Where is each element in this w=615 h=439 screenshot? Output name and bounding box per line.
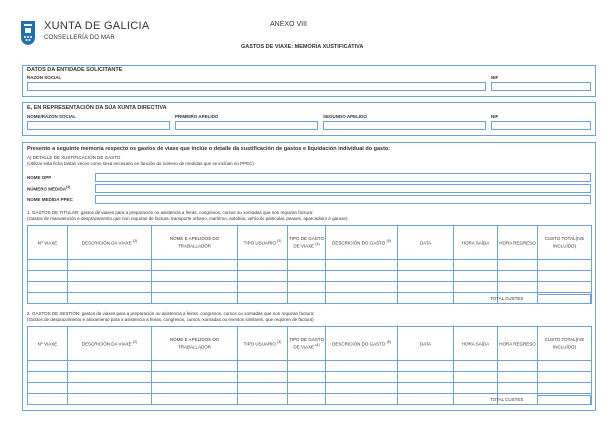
section2-subtitle: (Gastos de desprazamento e aloxamento para a asistencia a feiras, congresos, cursos, xornadas ou eventos similares, que requiren de factura) — [27, 317, 314, 322]
column-header: TIPO USUARIO $^{(3)}$ — [238, 226, 288, 260]
column-header: DESCRICIÓN DA VIAXE $^{(2)}$ — [68, 327, 152, 361]
table-cell[interactable] — [326, 361, 398, 372]
table-cell[interactable] — [498, 282, 538, 293]
column-header: DATA — [398, 226, 454, 260]
form-header — [0, 0, 615, 60]
measure-number-label: NÚMERO MEDIDA$^{(1)}$ — [27, 185, 71, 192]
rep-nif-field[interactable] — [491, 121, 591, 130]
column-header: CUSTO TOTAL(IVE INCLUÍDO) — [538, 226, 592, 260]
column-header: HORA SAÍDA — [454, 226, 498, 260]
table-header-row — [28, 327, 592, 361]
applicant-section-title: DATOS DA ENTIDADE SOLICITANTE — [27, 67, 123, 73]
table-cell[interactable] — [398, 361, 454, 372]
table-cell[interactable] — [152, 361, 238, 372]
table-cell[interactable] — [498, 271, 538, 282]
company-name-field[interactable] — [27, 82, 486, 91]
table-cell[interactable] — [238, 271, 288, 282]
table-cell[interactable] — [288, 293, 326, 304]
rep-name-field[interactable] — [27, 121, 170, 130]
section2-total-label: TOTAL CUSTES — [490, 397, 524, 402]
company-name-label: RAZÓN SOCIAL — [27, 75, 62, 80]
rep-surname1-label: PRIMEIRO APELIDO — [175, 114, 219, 119]
table-cell[interactable] — [398, 260, 454, 271]
table-cell[interactable] — [28, 271, 68, 282]
column-header: Nº VIAXE — [28, 226, 68, 260]
opp-name-field[interactable] — [95, 173, 591, 182]
table-cell[interactable] — [538, 260, 592, 271]
xunta-shield-logo — [20, 20, 36, 46]
table-cell[interactable] — [454, 361, 498, 372]
column-header: CUSTO TOTAL(IVE INCLUÍDO) — [538, 327, 592, 361]
table-cell[interactable] — [538, 271, 592, 282]
column-header: DESCRICIÓN DO GASTO $^{(5)}$ — [326, 226, 398, 260]
department-name: CONSELLERÍA DO MAR — [44, 35, 115, 41]
table-cell[interactable] — [152, 394, 238, 405]
table-cell[interactable] — [498, 372, 538, 383]
detail-title: A) DETALLE DE XUSTIFICACIÓN DE GASTO — [27, 155, 121, 160]
table-cell[interactable] — [498, 260, 538, 271]
table-cell[interactable] — [152, 260, 238, 271]
rep-name-label: NOME/RAZÓN SOCIAL — [27, 114, 76, 119]
org-name: XUNTA DE GALICIA — [44, 20, 150, 32]
table-cell[interactable] — [288, 372, 326, 383]
table-cell[interactable] — [498, 383, 538, 394]
table-cell[interactable] — [238, 260, 288, 271]
table-cell[interactable] — [326, 372, 398, 383]
table-row[interactable] — [28, 361, 592, 372]
section1-total-label: TOTAL CUSTES — [490, 296, 524, 301]
table-cell[interactable] — [538, 361, 592, 372]
column-header: TIPO DE GASTO DE VIAXE $^{(4)}$ — [288, 327, 326, 361]
table-cell[interactable] — [498, 361, 538, 372]
table-cell[interactable] — [238, 282, 288, 293]
column-header: NOME E APELIDOS DO TRABALLADOR — [152, 327, 238, 361]
table-cell[interactable] — [454, 271, 498, 282]
rep-surname1-field[interactable] — [175, 121, 318, 130]
rep-surname2-label: SEGUNDO APELIDO — [323, 114, 367, 119]
annex-number: ANEXO VIII — [270, 21, 307, 28]
table-cell[interactable] — [454, 282, 498, 293]
table-cell[interactable] — [538, 372, 592, 383]
table-cell[interactable] — [454, 372, 498, 383]
table-cell[interactable] — [538, 282, 592, 293]
table-cell[interactable] — [398, 383, 454, 394]
table-cell[interactable] — [398, 282, 454, 293]
table-row[interactable] — [28, 383, 592, 394]
column-header: DATA — [398, 327, 454, 361]
section2-total-field[interactable] — [537, 395, 591, 405]
table-cell[interactable] — [288, 383, 326, 394]
measure-name-label: NOME MEDIDA PPEC — [27, 197, 73, 202]
measure-name-field[interactable] — [95, 195, 591, 204]
table-cell[interactable] — [288, 361, 326, 372]
table-cell[interactable] — [68, 293, 152, 304]
column-header: TIPO DE GASTO DE VIAXE $^{(4)}$ — [288, 226, 326, 260]
table-cell[interactable] — [68, 383, 152, 394]
applicant-nif-label: NIF — [491, 75, 499, 80]
table-cell[interactable] — [68, 394, 152, 405]
table-cell[interactable] — [454, 383, 498, 394]
rep-nif-label: NIF — [491, 114, 499, 119]
table-cell[interactable] — [398, 271, 454, 282]
table-cell[interactable] — [28, 372, 68, 383]
table-cell[interactable] — [152, 372, 238, 383]
table-cell[interactable] — [68, 361, 152, 372]
column-header: HORA SAÍDA — [454, 327, 498, 361]
table-cell[interactable] — [152, 383, 238, 394]
column-header: Nº VIAXE — [28, 327, 68, 361]
table-cell[interactable] — [288, 282, 326, 293]
column-header: DESCRICIÓN DA VIAXE $^{(2)}$ — [68, 226, 152, 260]
table-cell[interactable] — [28, 282, 68, 293]
table-cell[interactable] — [28, 260, 68, 271]
section2-title: 2. GASTOS DE XESTIÓN: gastos de viaxes para a preparación ou asistencia a feiras, congresos, cursos ou xornadas que non requiran factura: — [27, 311, 315, 316]
applicant-nif-field[interactable] — [491, 82, 591, 91]
table-cell[interactable] — [326, 282, 398, 293]
table-cell[interactable] — [238, 372, 288, 383]
rep-surname2-field[interactable] — [323, 121, 486, 130]
column-header: HORA REGRESO — [498, 226, 538, 260]
table-row[interactable] — [28, 282, 592, 293]
measure-number-field[interactable] — [95, 184, 591, 193]
memory-intro: Presento a seguinte memoria respecto os gastos de viaxe que inclúe o detalle da xustificación de gastos e liquidación individual do gasto: — [27, 146, 391, 152]
opp-name-label: NOME OPP — [27, 175, 52, 180]
table-cell[interactable] — [238, 394, 288, 405]
table-cell[interactable] — [152, 282, 238, 293]
table-cell[interactable] — [152, 293, 238, 304]
table-cell[interactable] — [326, 293, 398, 304]
section1-title: 1. GASTOS DE TITULAR: gastos de viaxes para a preparación ou asistencia a feiras, congresos, cursos ou xornadas que non requiran factura: — [27, 210, 314, 215]
table-cell[interactable] — [28, 293, 68, 304]
table-cell[interactable] — [28, 394, 68, 405]
table-cell[interactable] — [326, 394, 398, 405]
section2-expense-table — [27, 326, 592, 405]
table-cell[interactable] — [238, 361, 288, 372]
table-cell[interactable] — [68, 372, 152, 383]
table-cell[interactable] — [398, 372, 454, 383]
table-cell[interactable] — [288, 394, 326, 405]
table-cell[interactable] — [538, 383, 592, 394]
table-row[interactable] — [28, 372, 592, 383]
column-header: DESCRICIÓN DO GASTO $^{(5)}$ — [326, 327, 398, 361]
table-row[interactable] — [28, 260, 592, 271]
section1-subtitle: (Gastos de manutención e desprazamento que non requiran de factura: transporte urbano, marítimo, autobús, vehículo particular, peaxes, aparcadoiro e garaxe) — [27, 216, 348, 221]
table-cell[interactable] — [68, 282, 152, 293]
table-cell[interactable] — [288, 271, 326, 282]
table-row[interactable] — [28, 271, 592, 282]
detail-note: (Utilizar esta ficha tantas veces como sexa necesario en función do número de medidas que se inclúan no PPEC) — [27, 161, 254, 166]
table-cell[interactable] — [68, 260, 152, 271]
table-cell[interactable] — [398, 293, 454, 304]
table-cell[interactable] — [288, 260, 326, 271]
table-cell[interactable] — [398, 394, 454, 405]
column-header: NOME E APELIDOS DO TRABALLADOR — [152, 226, 238, 260]
form-title: GASTOS DE VIAXE: MEMORIA XUSTIFICATIVA — [241, 44, 364, 50]
table-cell[interactable] — [28, 361, 68, 372]
table-cell[interactable] — [326, 260, 398, 271]
section1-expense-table — [27, 225, 592, 304]
representative-section-title: E, EN REPRESENTACIÓN DA SÚA XUNTA DIRECTIVA — [27, 105, 167, 111]
table-cell[interactable] — [152, 271, 238, 282]
section1-total-field[interactable] — [537, 294, 591, 304]
table-cell[interactable] — [68, 271, 152, 282]
table-cell[interactable] — [454, 260, 498, 271]
table-cell[interactable] — [238, 293, 288, 304]
table-cell[interactable] — [326, 271, 398, 282]
table-cell[interactable] — [238, 383, 288, 394]
table-cell[interactable] — [28, 383, 68, 394]
column-header: TIPO USUARIO $^{(3)}$ — [238, 327, 288, 361]
column-header: HORA REGRESO — [498, 327, 538, 361]
table-header-row — [28, 226, 592, 260]
table-cell[interactable] — [326, 383, 398, 394]
